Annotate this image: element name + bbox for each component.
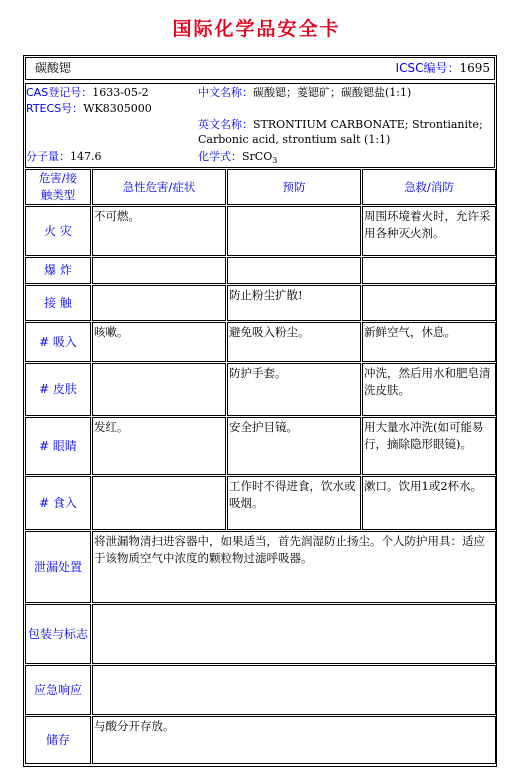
exposure-prevention: 防止粉尘扩散!: [227, 285, 361, 321]
chinese-name: [198, 85, 411, 100]
row-label-packaging: 包装与标志: [25, 604, 91, 664]
card-title: 国际化学品安全卡: [172, 18, 341, 40]
row-label-eyes: # 眼睛: [25, 417, 91, 475]
chemical-formula: [198, 149, 277, 168]
row-label-explosion: 爆 炸: [25, 257, 91, 284]
row-label-inhalation: # 吸入: [25, 322, 91, 362]
ingestion-symptoms: [92, 476, 226, 530]
mw-label: 分子量：: [26, 150, 70, 163]
identification-block: [25, 83, 495, 168]
fire-first-aid: 周围环境着火时，允许采用各种灭火剂。: [362, 206, 496, 256]
explosion-prevention: [227, 257, 361, 284]
substance-name: 碳酸锶: [35, 61, 72, 75]
eyes-prevention: 安全护目镜。: [227, 417, 361, 475]
cas-label: CAS登记号：: [26, 86, 93, 99]
safety-card: [23, 55, 497, 767]
skin-first-aid: 冲洗，然后用水和肥皂清洗皮肤。: [362, 363, 496, 416]
en-name-line1: STRONTIUM CARBONATE; Strontianite;: [253, 118, 483, 131]
icsc-label: ICSC编号：: [395, 61, 460, 75]
formula-subscript: 3: [272, 156, 278, 166]
english-name: [198, 117, 483, 132]
storage-content: 与酸分开存放。: [92, 716, 496, 764]
rtecs-value: WK8305000: [83, 102, 152, 115]
row-label-exposure: 接 触: [25, 285, 91, 321]
cas-value: 1633-05-2: [92, 86, 149, 99]
packaging-content: [92, 604, 496, 664]
formula-main: SrCO: [242, 150, 273, 163]
header-symptoms: 急性危害/症状: [92, 169, 226, 205]
skin-symptoms: [92, 363, 226, 416]
row-label-fire: 火 灾: [25, 206, 91, 256]
ingestion-prevention: 工作时不得进食，饮水或吸烟。: [227, 476, 361, 530]
row-label-skin: # 皮肤: [25, 363, 91, 416]
icsc-value: 1695: [459, 61, 490, 75]
inhalation-symptoms: 咳嗽。: [92, 322, 226, 362]
spill-content: 将泄漏物清扫进容器中，如果适当，首先润湿防止扬尘。个人防护用具：适应于该物质空气中浓度的颗粒物过滤呼吸器。: [92, 531, 496, 603]
fire-symptoms: 不可燃。: [92, 206, 226, 256]
english-name-line2: Carbonic acid, strontium salt (1:1): [198, 133, 391, 146]
inhalation-prevention: 避免吸入粉尘。: [227, 322, 361, 362]
en-name-label: 英文名称：: [198, 118, 253, 131]
card-header: [25, 57, 495, 80]
skin-prevention: 防护手套。: [227, 363, 361, 416]
row-label-spill: 泄漏处置: [25, 531, 91, 603]
eyes-first-aid: 用大量水冲洗(如可能易行，摘除隐形眼镜)。: [362, 417, 496, 475]
row-label-storage: 储存: [25, 716, 91, 764]
row-label-ingestion: # 食入: [25, 476, 91, 530]
fire-prevention: [227, 206, 361, 256]
explosion-first-aid: [362, 257, 496, 284]
header-hazard-type: 危害/接触类型: [25, 169, 91, 205]
icsc-number: [396, 61, 490, 76]
explosion-symptoms: [92, 257, 226, 284]
cn-name-value: 碳酸锶；菱锶矿；碳酸锶盐(1:1): [253, 86, 412, 99]
molecular-weight: [26, 149, 102, 164]
mw-value: 147.6: [70, 150, 102, 163]
header-first-aid: 急救/消防: [362, 169, 496, 205]
eyes-symptoms: 发红。: [92, 417, 226, 475]
cn-name-label: 中文名称：: [198, 86, 253, 99]
rtecs-label: RTECS号：: [26, 102, 84, 115]
rtecs-number: [26, 101, 152, 116]
emergency-content: [92, 665, 496, 715]
exposure-first-aid: [362, 285, 496, 321]
formula-label: 化学式：: [198, 150, 242, 163]
row-label-emergency: 应急响应: [25, 665, 91, 715]
ingestion-first-aid: 漱口。饮用1或2杯水。: [362, 476, 496, 530]
exposure-symptoms: [92, 285, 226, 321]
inhalation-first-aid: 新鲜空气，休息。: [362, 322, 496, 362]
cas-number: [26, 85, 149, 100]
header-prevention: 预防: [227, 169, 361, 205]
